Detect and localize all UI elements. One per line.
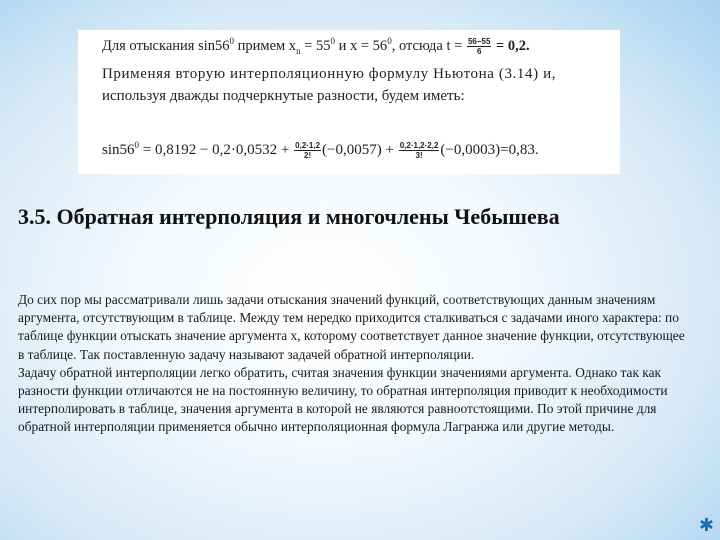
formula-result: = 0,2. bbox=[496, 38, 530, 54]
formula-text: , отсюда t = bbox=[391, 38, 463, 54]
formula-text: = 0,8192 − 0,2·0,0532 + bbox=[139, 142, 290, 158]
formula-line-3: используя дважды подчеркнутые разности, будем иметь: bbox=[102, 88, 465, 104]
fraction-denominator: 6 bbox=[476, 47, 482, 57]
formula-text: примем x bbox=[234, 38, 297, 54]
formula-text: (−0,0003)=0,83. bbox=[440, 142, 539, 158]
degree-mark: 0 bbox=[387, 36, 392, 46]
formula-text: и x = 56 bbox=[335, 38, 388, 54]
subscript: n bbox=[296, 45, 301, 56]
degree-mark: 0 bbox=[330, 36, 335, 46]
fraction-2 bbox=[399, 141, 440, 160]
fraction-denominator: 2! bbox=[304, 151, 312, 161]
formula-line-1 bbox=[102, 36, 530, 56]
formula-line-2: Применяя вторую интерполяционную формулу Ньютона (3.14) и, bbox=[102, 66, 557, 82]
formula-image bbox=[78, 30, 620, 174]
degree-mark: 0 bbox=[134, 140, 140, 150]
formula-text: sin56 bbox=[102, 142, 135, 158]
fraction-numerator: 0,2·1,2·2,2 bbox=[399, 141, 439, 151]
formula-text: (−0,0057) + bbox=[322, 142, 394, 158]
star-icon: ✱ bbox=[698, 515, 714, 536]
fraction-1 bbox=[294, 141, 321, 160]
fraction-denominator: 3! bbox=[415, 151, 423, 161]
body-text bbox=[18, 291, 688, 437]
paragraph-2: Задачу обратной интерполяции легко обратить, считая значения функции значениями аргумента. Однако так как разности функции отличаются не на постоянную величину, то обратная интерполяция приводит к необходимости интерполировать в таблице, значения аргумента в которой не являются равноотстоящими. По этой причине для обратной интерполяции применяется обычно интерполяционная формула Лагранжа или другие методы. bbox=[18, 364, 668, 435]
formula-text: Для отыскания sin56 bbox=[102, 38, 230, 54]
paragraph-1: До сих пор мы рассматривали лишь задачи отыскания значений функций, соответствующих данным значениям аргумента, отсутствующим в таблице. Между тем нередко приходится сталкиваться с задачами иного характера: по таблице функции отыскать значение аргумента x, которому соответствует данное значение функции, отсутствующее в таблице. Так поставленную задачу называют задачей обратной интерполяции. bbox=[18, 292, 685, 362]
formula-line-4 bbox=[102, 140, 539, 160]
formula-text: = 55 bbox=[300, 38, 331, 54]
fraction-numerator: 0,2·1,2 bbox=[295, 141, 321, 151]
degree-mark: 0 bbox=[229, 36, 234, 46]
fraction-numerator: 56−55 bbox=[467, 37, 491, 47]
section-heading: 3.5. Обратная интерполяция и многочлены Чебышева bbox=[18, 204, 560, 229]
fraction-t bbox=[467, 37, 491, 56]
